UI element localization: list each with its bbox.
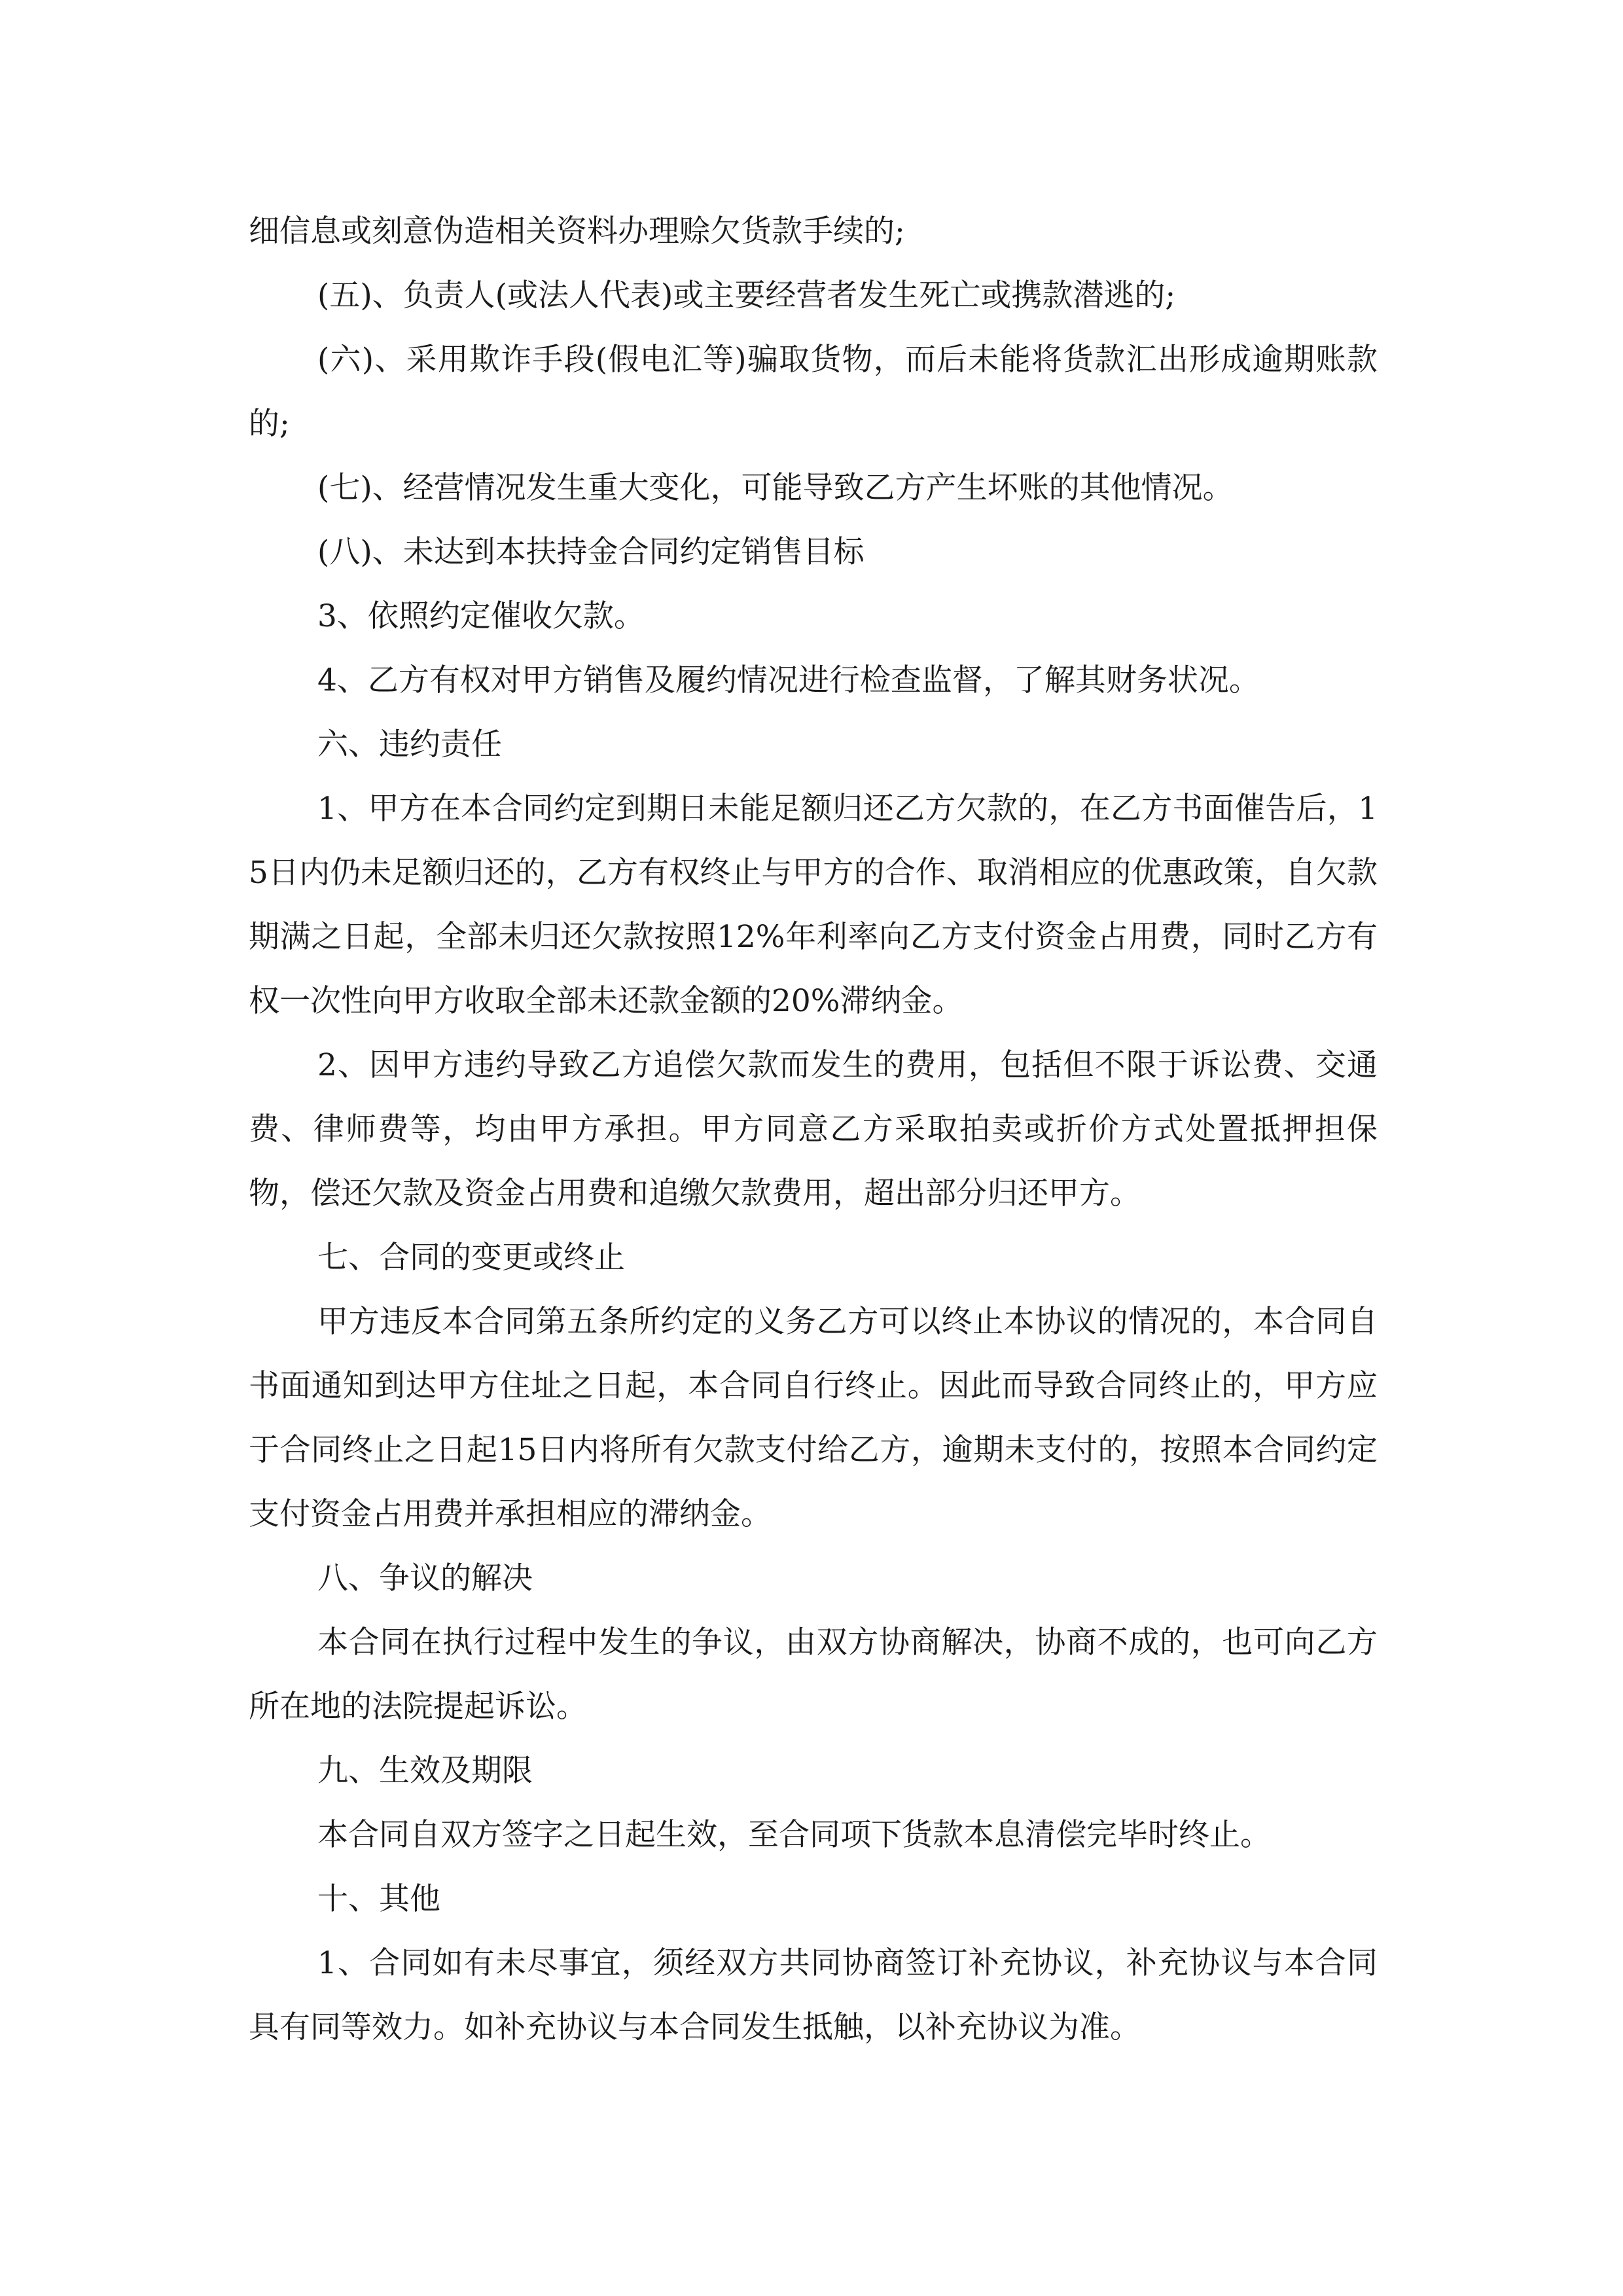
clause-6-point-2: 2、因甲方违约导致乙方追偿欠款而发生的费用，包括但不限于诉讼费、交通费、律师费等，均由甲方承担。甲方同意乙方采取拍卖或折价方式处置抵押担保物，偿还欠款及资金占用费和追缴欠款费用，超出部分归还甲方。 <box>249 1047 1378 1211</box>
clause-6-point-1: 1、甲方在本合同约定到期日未能足额归还乙方欠款的，在乙方书面催告后，15日内仍未足额归还的，乙方有权终止与甲方的合作、取消相应的优惠政策，自欠款期满之日起，全部未归还欠款按照12%年利率向乙方支付资金占用费，同时乙方有权一次性向甲方收取全部未还款金额的20%滞纳金。 <box>249 791 1378 1019</box>
section-heading-10: 十、其他 <box>317 1881 440 1917</box>
clause-8-body: 本合同在执行过程中发生的争议，由双方协商解决，协商不成的，也可向乙方所在地的法院提起诉讼。 <box>249 1624 1378 1725</box>
section-heading-7: 七、合同的变更或终止 <box>317 1240 625 1276</box>
paragraph-continuation: 细信息或刻意伪造相关资料办理赊欠货款手续的; <box>249 213 905 249</box>
clause-5-item-7: (七)、经营情况发生重大变化，可能导致乙方产生坏账的其他情况。 <box>317 470 1234 506</box>
clause-5-item-5: (五)、负责人(或法人代表)或主要经营者发生死亡或携款潜逃的; <box>317 278 1176 314</box>
section-heading-9: 九、生效及期限 <box>317 1753 533 1789</box>
section-heading-8: 八、争议的解决 <box>317 1560 533 1596</box>
document-page <box>249 200 1378 2060</box>
clause-9-body: 本合同自双方签字之日起生效，至合同项下货款本息清偿完毕时终止。 <box>317 1817 1271 1853</box>
clause-5-point-4: 4、乙方有权对甲方销售及履约情况进行检查监督，了解其财务状况。 <box>317 662 1260 698</box>
section-heading-6: 六、违约责任 <box>317 726 502 762</box>
clause-5-item-8: (八)、未达到本扶持金合同约定销售目标 <box>317 534 865 570</box>
clause-7-body: 甲方违反本合同第五条所约定的义务乙方可以终止本协议的情况的，本合同自书面通知到达甲方住址之日起，本合同自行终止。因此而导致合同终止的，甲方应于合同终止之日起15日内将所有欠款支付给乙方，逾期未支付的，按照本合同约定支付资金占用费并承担相应的滞纳金。 <box>249 1304 1378 1532</box>
clause-5-point-3: 3、依照约定催收欠款。 <box>317 598 645 634</box>
clause-5-item-6: (六)、采用欺诈手段(假电汇等)骗取货物，而后未能将货款汇出形成逾期账款的; <box>249 342 1378 442</box>
clause-10-point-1: 1、合同如有未尽事宜，须经双方共同协商签订补充协议，补充协议与本合同具有同等效力。如补充协议与本合同发生抵触，以补充协议为准。 <box>249 1945 1378 2045</box>
